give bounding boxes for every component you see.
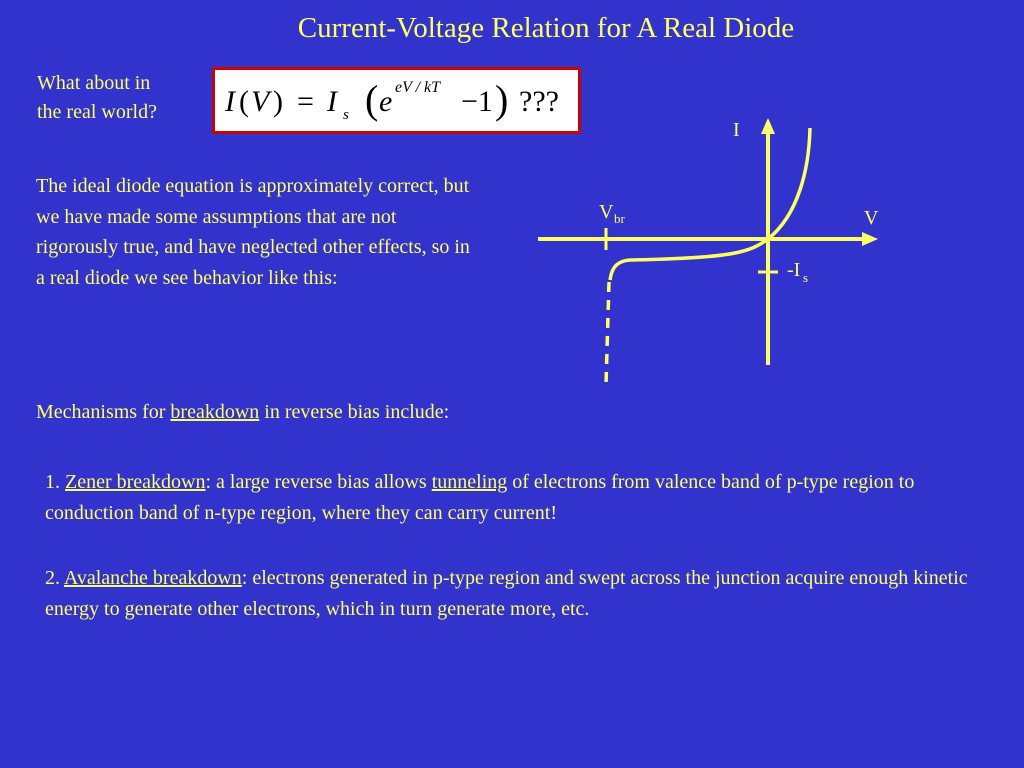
- eq-e: e: [379, 85, 393, 118]
- slide-title: Current-Voltage Relation for A Real Diode: [297, 12, 795, 44]
- eq-minus-one: −1: [461, 85, 493, 118]
- question-text: [37, 69, 207, 127]
- eq-exponent: eV / kT: [395, 79, 441, 96]
- x-axis-label: V: [864, 207, 879, 229]
- eq-equals: =: [297, 85, 314, 118]
- ideal-diode-paragraph: The ideal diode equation is approximately correct, but we have made some assumptions that are not rigorously true, and have neglected other effects, so in a real diode we see behavior like this:: [36, 175, 470, 289]
- item-number: 1.: [45, 471, 65, 493]
- vbr-label: V: [599, 201, 614, 223]
- eq-paren-close: ): [273, 85, 283, 118]
- is-label: -I: [787, 259, 801, 281]
- avalanche-breakdown-link[interactable]: Avalanche breakdown: [63, 567, 242, 589]
- item-text: : a large reverse bias allows: [205, 471, 432, 493]
- item-text: of electrons from valence band of p-type region to conduction band of n-type region, where they can carry current!: [45, 471, 915, 524]
- eq-bigparen-open: (: [365, 77, 379, 122]
- iv-curve: [610, 128, 810, 280]
- breakdown-curve: [606, 282, 609, 385]
- eq-bigparen-close: ): [495, 77, 509, 122]
- mechanisms-suffix: in reverse bias include:: [259, 401, 450, 423]
- y-axis-arrow: [761, 118, 775, 134]
- question-line-2: the real world?: [37, 101, 157, 123]
- zener-breakdown-link[interactable]: Zener breakdown: [65, 471, 206, 493]
- is-subscript: s: [803, 270, 809, 285]
- item-text: : electrons generated in p-type region and swept across the junction acquire enough kinetic energy to generate other electrons, which in turn generate more, etc.: [45, 567, 968, 620]
- question-line-1: What about in: [37, 72, 151, 94]
- equation-box: [212, 67, 581, 134]
- tunneling-link[interactable]: tunneling: [431, 471, 508, 493]
- mechanisms-heading: [36, 401, 449, 424]
- eq-Is-sub: s: [343, 107, 349, 123]
- iv-curve-diagram: [530, 110, 890, 390]
- mechanisms-prefix: Mechanisms for: [36, 401, 171, 423]
- eq-I: I: [225, 85, 235, 118]
- y-axis-label: I: [733, 119, 740, 141]
- breakdown-link[interactable]: breakdown: [170, 401, 260, 423]
- equation-svg: [215, 70, 578, 131]
- eq-question-marks: ???: [519, 85, 559, 118]
- item-number: 2.: [45, 567, 64, 589]
- eq-V: V: [251, 85, 270, 118]
- list-item-zener: [45, 467, 975, 528]
- eq-paren-open: (: [239, 85, 249, 118]
- x-axis-arrow: [862, 232, 878, 246]
- list-item-avalanche: [45, 563, 975, 624]
- vbr-subscript: br: [614, 211, 625, 226]
- eq-Is: I: [327, 85, 337, 118]
